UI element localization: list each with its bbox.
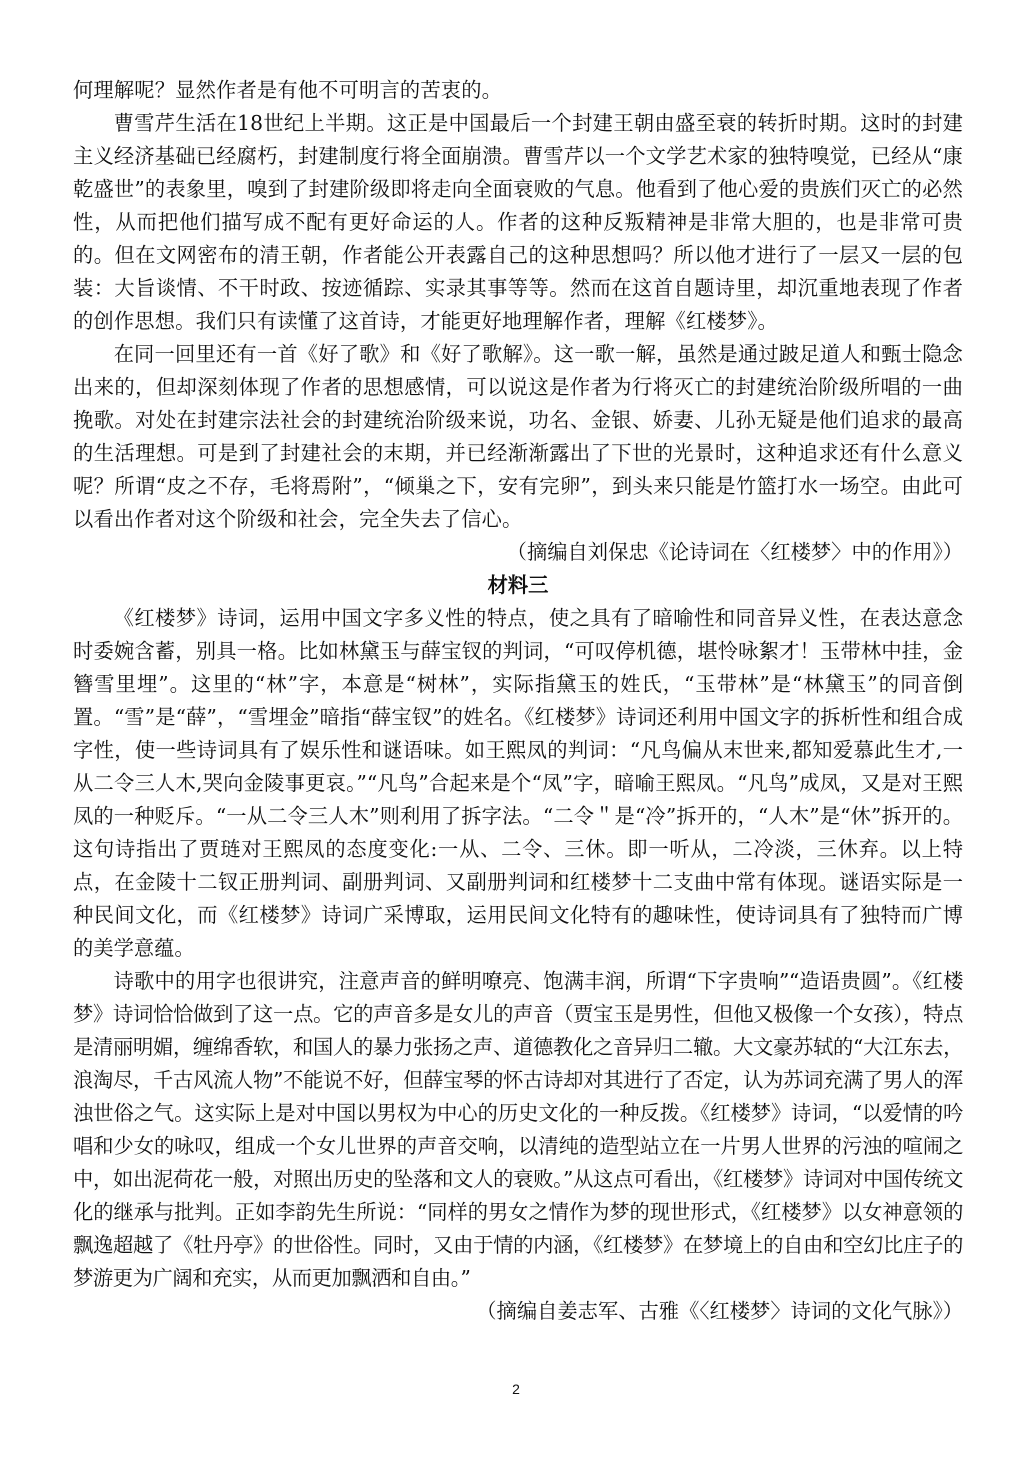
- paragraph-cao-xueqin: 曹雪芹生活在18世纪上半期。这正是中国最后一个封建王朝由盛至衰的转折时期。这时的封建主义经济基础已经腐朽，封建制度行将全面崩溃。曹雪芹以一个文学艺术家的独特嗅觉，已经从“康乾盛世”的表象里，嗅到了封建阶级即将走向全面衰败的气息。他看到了他心爱的贵族们灭亡的必然性，从而把他们描写成不配有更好命运的人。作者的这种反叛精神是非常大胆的，也是非常可贵的。但在文网密布的清王朝，作者能公开表露自己的这种思想吗？所以他才进行了一层又一层的包装：大旨谈情、不干时政、按迹循踪、实录其事等等。然而在这首自题诗里，却沉重地表现了作者的创作思想。我们只有读懂了这首诗，才能更好地理解作者，理解《红楼梦》。: [73, 111, 963, 333]
- page-number: 2: [512, 1381, 520, 1397]
- source-citation-1: （摘编自刘保忠《论诗词在〈红楼梦〉中的作用》）: [506, 540, 963, 564]
- document-body: [73, 74, 963, 1328]
- source-citation-2: （摘编自姜志军、古雅《〈红楼梦〉诗词的文化气脉》）: [476, 1299, 963, 1323]
- paragraph-haoliao-song: 在同一回里还有一首《好了歌》和《好了歌解》。这一歌一解，虽然是通过跛足道人和甄士隐念出来的，但却深刻体现了作者的思想感情，可以说这是作者为行将灭亡的封建统治阶级所唱的一曲挽歌。对处在封建宗法社会的封建统治阶级来说，功名、金银、娇妻、儿孙无疑是他们追求的最高的生活理想。可是到了封建社会的末期，并已经渐渐露出了下世的光景时，这种追求还有什么意义呢？所谓“皮之不存，毛将焉附”，“倾巢之下，安有完卵”，到头来只能是竹篮打水一场空。由此可以看出作者对这个阶级和社会，完全失去了信心。: [73, 342, 963, 531]
- paragraph-continued: 何理解呢？显然作者是有他不可明言的苦衷的。: [73, 78, 503, 102]
- paragraph-poetry-sound: 诗歌中的用字也很讲究，注意声音的鲜明嘹亮、饱满丰润，所谓“下字贵响”“造语贵圆”。《红楼梦》诗词恰恰做到了这一点。它的声音多是女儿的声音（贾宝玉是男性，但他又极像一个女孩），特点是清丽明媚，缠绵香软，和国人的暴力张扬之声、道德教化之音异归二辙。大文豪苏轼的“大江东去，浪淘尽，千古风流人物”不能说不好，但薛宝琴的怀古诗却对其进行了否定，认为苏词充满了男人的浑浊世俗之气。这实际上是对中国以男权为中心的历史文化的一种反拨。《红楼梦》诗词，“以爱情的吟唱和少女的咏叹，组成一个女儿世界的声音交响，以清纯的造型站立在一片男人世界的污浊的喧闹之中，如出泥荷花一般，对照出历史的坠落和文人的衰败。”从这点可看出，《红楼梦》诗词对中国传统文化的继承与批判。正如李韵先生所说：“同样的男女之情作为梦的现世形式，《红楼梦》以女神意领的飘逸超越了《牡丹亭》的世俗性。同时，又由于情的内涵，《红楼梦》在梦境上的自由和空幻比庄子的梦游更为广阔和充实，从而更加飘洒和自由。”: [73, 969, 963, 1290]
- section-heading: 材料三: [487, 573, 549, 597]
- paragraph-poetry-wordplay: 《红楼梦》诗词，运用中国文字多义性的特点，使之具有了暗喻性和同音异义性，在表达意念时委婉含蓄，别具一格。比如林黛玉与薛宝钗的判词，“可叹停机德，堪怜咏絮才！玉带林中挂，金簪雪里埋”。这里的“林”字，本意是“树林”，实际指黛玉的姓氏，“玉带林”是“林黛玉”的同音倒置。“雪”是“薛”，“雪埋金”暗指“薛宝钗”的姓名。《红楼梦》诗词还利用中国文字的拆析性和组合成字性，使一些诗词具有了娱乐性和谜语味。如王熙凤的判词：“凡鸟偏从末世来,都知爱慕此生才,一从二令三人木,哭向金陵事更哀。”“凡鸟”合起来是个“凤”字，暗喻王熙凤。“凡鸟”成凤，又是对王熙凤的一种贬斥。“一从二令三人木”则利用了拆字法。“二令＂是“冷”拆开的，“人木”是“休”拆开的。这句诗指出了贾琏对王熙凤的态度变化:一从、二令、三休。即一听从，二冷淡，三休弃。以上特点，在金陵十二钗正册判词、副册判词、又副册判词和红楼梦十二支曲中常有体现。谜语实际是一种民间文化，而《红楼梦》诗词广采博取，运用民间文化特有的趣味性，使诗词具有了独特而广博的美学意蕴。: [73, 606, 963, 960]
